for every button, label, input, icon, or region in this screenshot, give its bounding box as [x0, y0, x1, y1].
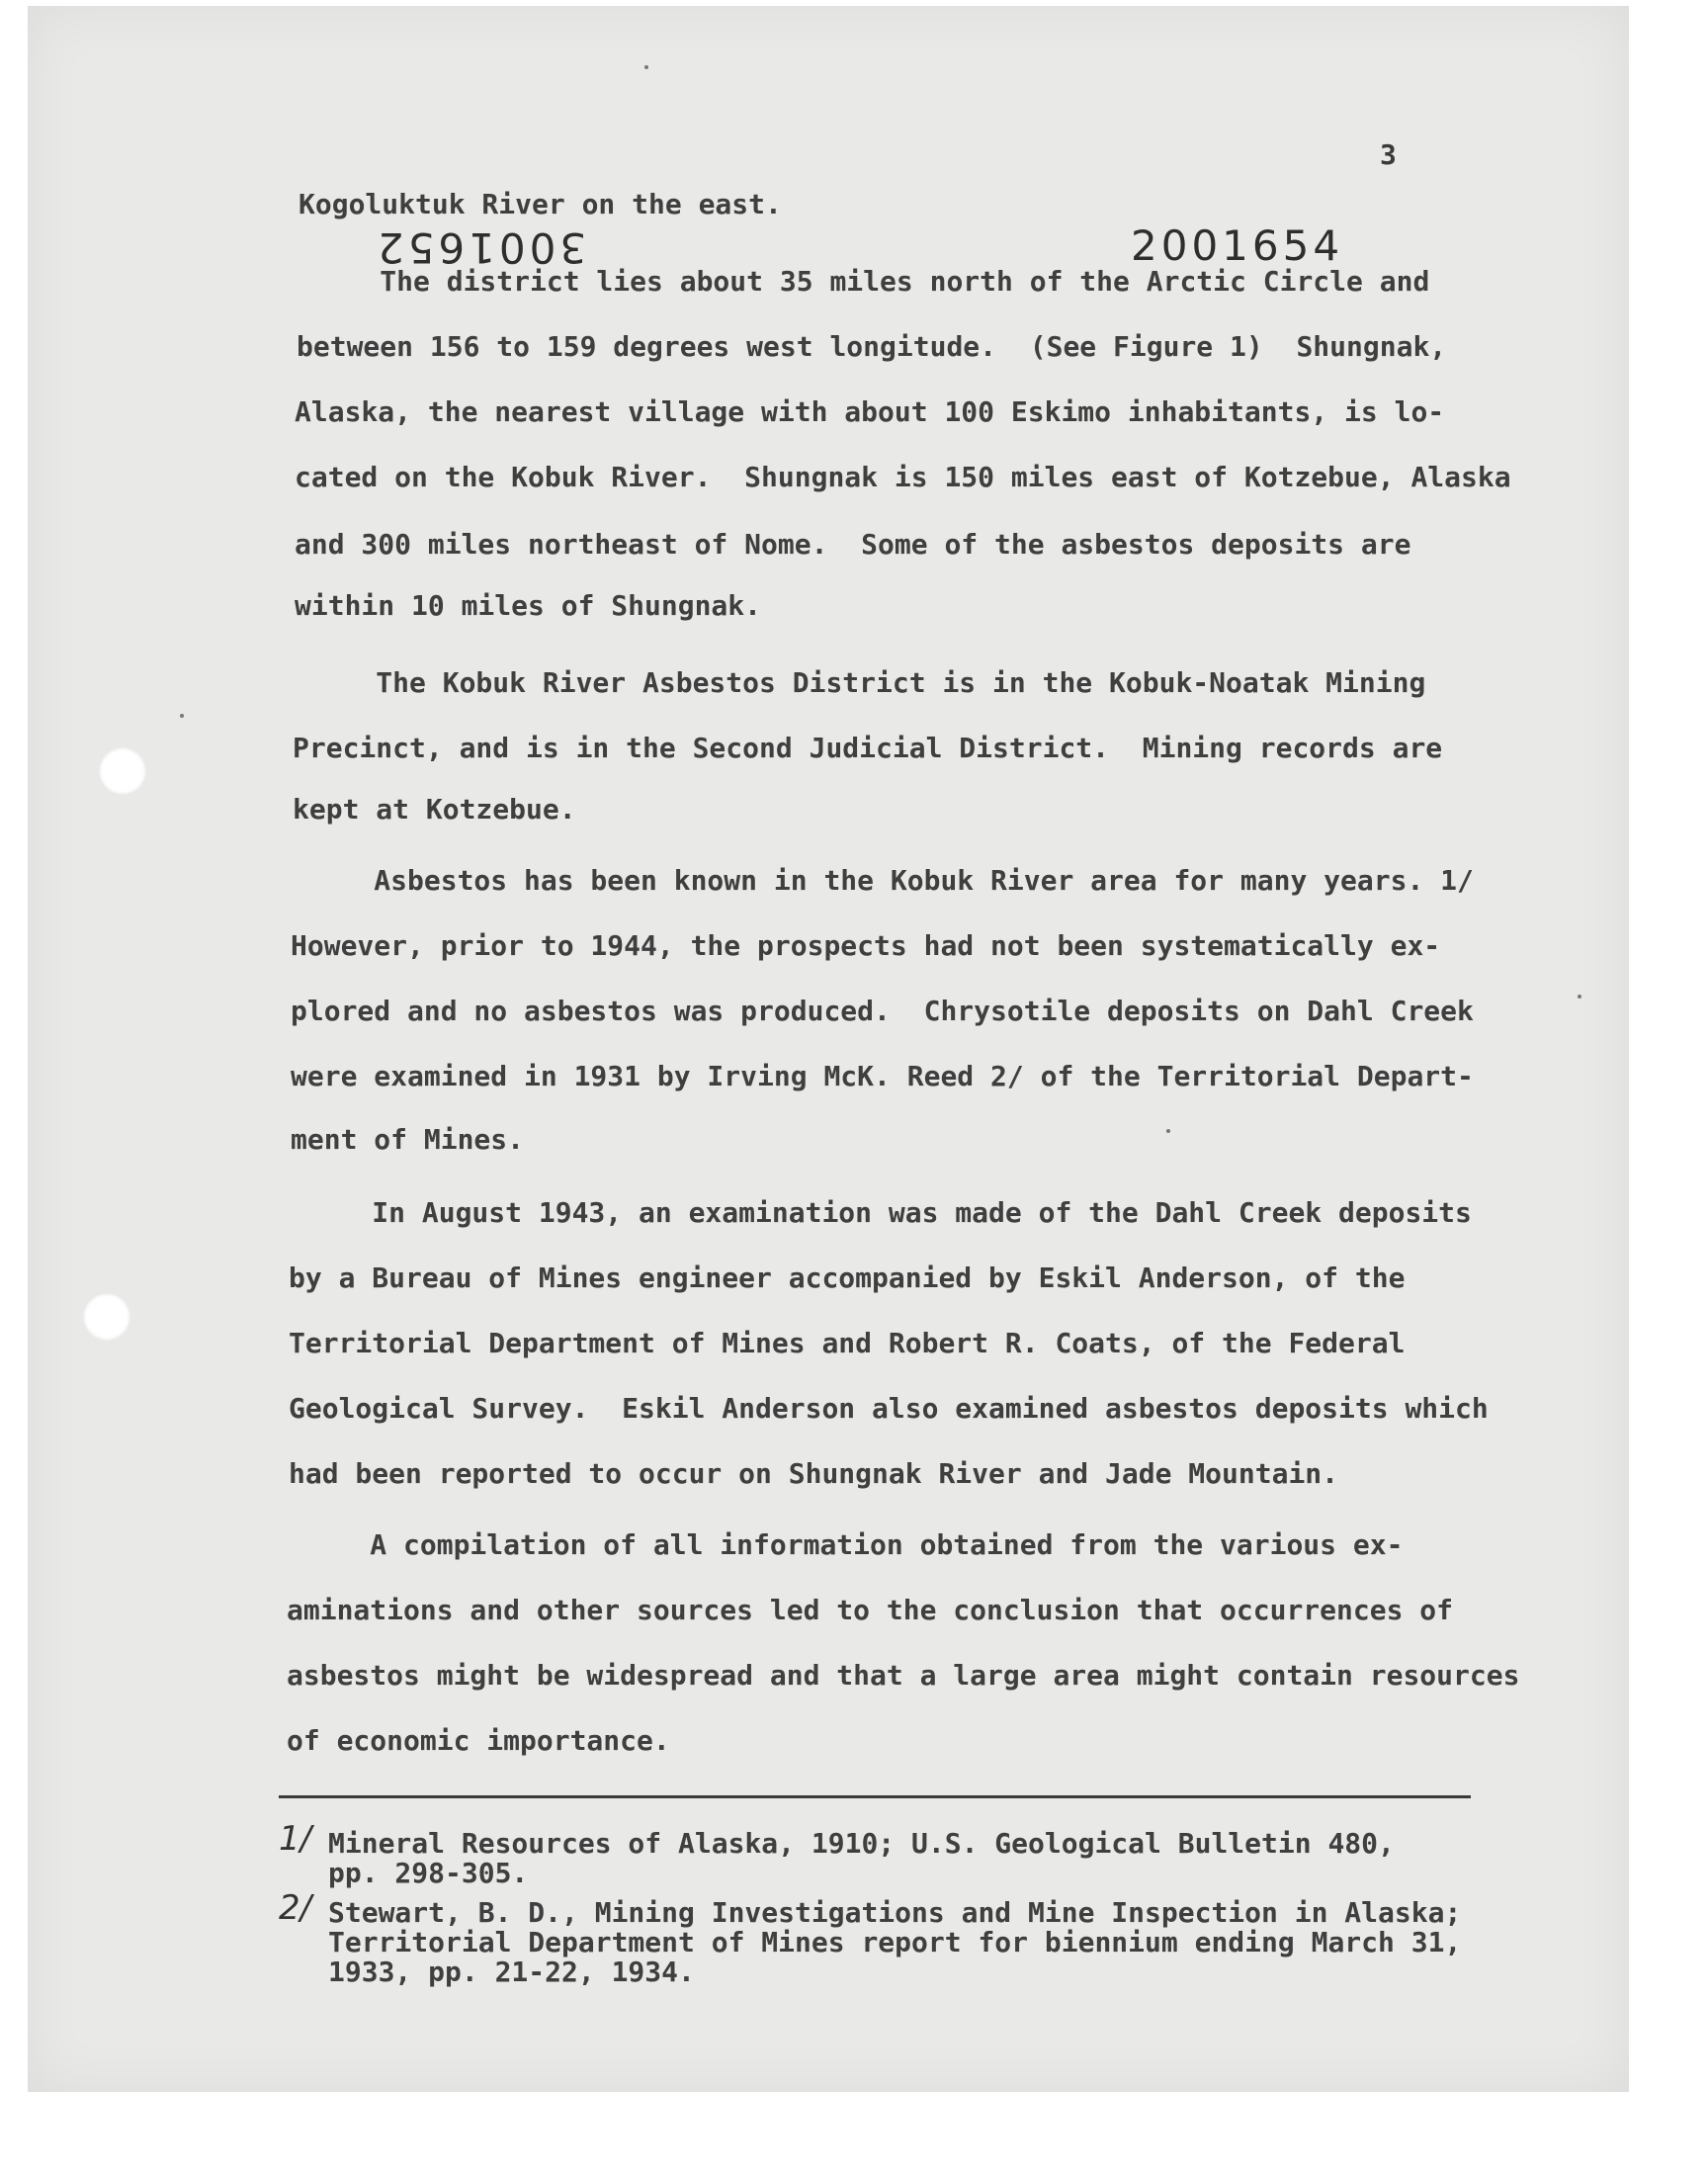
scan-speck [1166, 1129, 1170, 1133]
body-line: within 10 miles of Shungnak. [295, 589, 762, 622]
scan-speck [644, 65, 648, 69]
body-line: by a Bureau of Mines engineer accompanied by Eskil Anderson, of the [289, 1262, 1406, 1294]
body-line: Alaska, the nearest village with about 100 Eskimo inhabitants, is lo- [295, 395, 1445, 428]
body-line: A compilation of all information obtained from the various ex- [287, 1528, 1404, 1561]
body-line: In August 1943, an examination was made of the Dahl Creek deposits [289, 1196, 1472, 1229]
body-line: kept at Kotzebue. [293, 793, 576, 826]
footnote-line: Stewart, B. D., Mining Investigations and Mine Inspection in Alaska; [328, 1896, 1462, 1929]
body-line: The district lies about 35 miles north of the Arctic Circle and [297, 265, 1430, 298]
footnote-line: pp. 298-305. [328, 1857, 529, 1889]
footnote-line: Territorial Department of Mines report for biennium ending March 31, [328, 1926, 1462, 1958]
page-number: 3 [1380, 138, 1397, 171]
footnote-mark: 2/ [279, 1888, 312, 1928]
scan-speck [180, 714, 184, 718]
page-margin [0, 2092, 1708, 2175]
body-line: Asbestos has been known in the Kobuk River area for many years. 1/ [291, 864, 1474, 897]
document-stamp-right: 2001654 [1131, 221, 1344, 270]
body-line: had been reported to occur on Shungnak River and Jade Mountain. [289, 1457, 1339, 1490]
body-line: The Kobuk River Asbestos District is in the Kobuk-Noatak Mining [293, 666, 1426, 699]
body-line: Precinct, and is in the Second Judicial District. Mining records are [293, 732, 1443, 764]
body-line: Territorial Department of Mines and Robert R. Coats, of the Federal [289, 1327, 1406, 1359]
scanned-page [28, 6, 1629, 2092]
body-line: cated on the Kobuk River. Shungnak is 150 miles east of Kotzebue, Alaska [295, 461, 1511, 493]
body-line: and 300 miles northeast of Nome. Some of the asbestos deposits are [295, 528, 1411, 561]
body-line: aminations and other sources led to the conclusion that occurrences of [287, 1594, 1454, 1626]
body-line: between 156 to 159 degrees west longitude. (See Figure 1) Shungnak, [297, 330, 1447, 363]
body-line: ment of Mines. [291, 1123, 525, 1156]
body-line: Kogoluktuk River on the east. [299, 188, 782, 220]
body-line: plored and no asbestos was produced. Chrysotile deposits on Dahl Creek [291, 995, 1474, 1027]
body-line: asbestos might be widespread and that a large area might contain resources [287, 1659, 1520, 1692]
body-line: However, prior to 1944, the prospects had not been systematically ex- [291, 929, 1441, 962]
footnote-line: 1933, pp. 21-22, 1934. [328, 1956, 695, 1988]
punch-hole [99, 747, 146, 795]
footnote-mark: 1/ [279, 1819, 312, 1859]
body-line: of economic importance. [287, 1724, 670, 1757]
body-line: Geological Survey. Eskil Anderson also examined asbestos deposits which [289, 1392, 1489, 1425]
punch-hole [83, 1293, 130, 1341]
footnote-line: Mineral Resources of Alaska, 1910; U.S. Geological Bulletin 480, [328, 1827, 1395, 1860]
body-line: were examined in 1931 by Irving McK. Reed 2/ of the Territorial Depart- [291, 1060, 1474, 1092]
document-stamp-left: 3001652 [374, 223, 587, 272]
footnote-divider [279, 1795, 1471, 1798]
scan-speck [1578, 995, 1581, 999]
